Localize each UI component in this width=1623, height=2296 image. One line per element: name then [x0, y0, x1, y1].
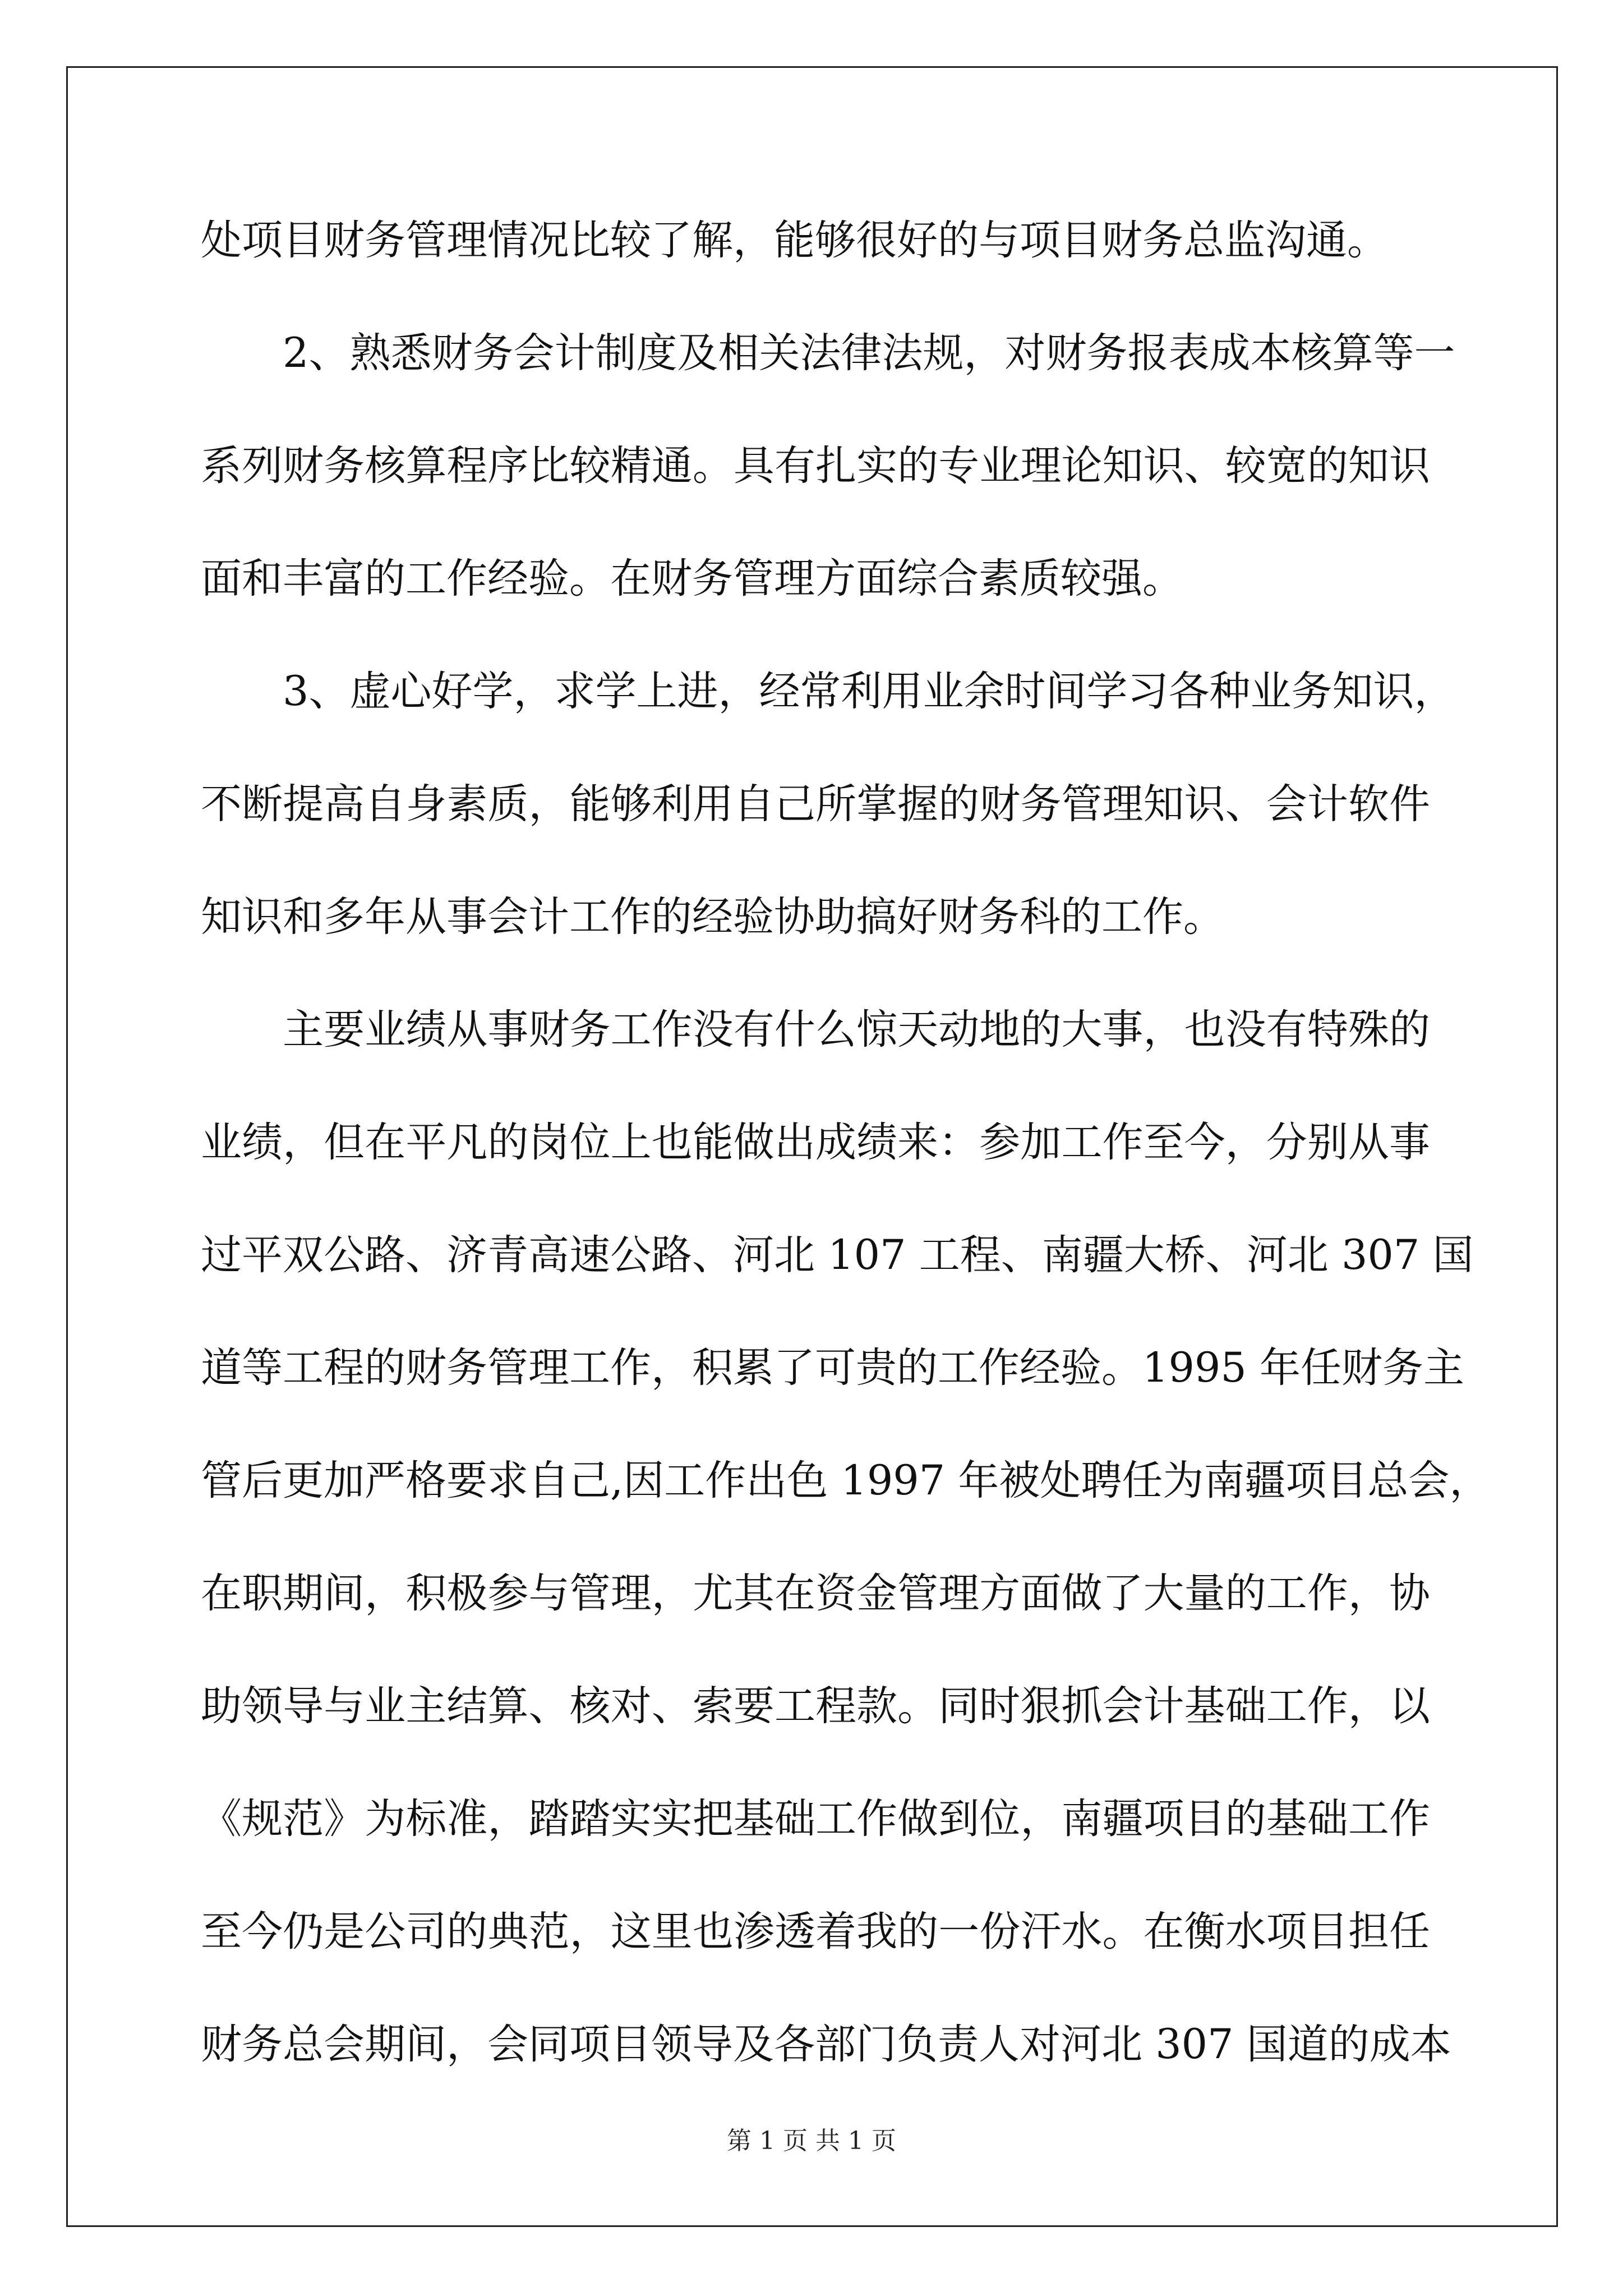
paragraph — [201, 660, 1455, 998]
text-line: 财务总会期间，会同项目领导及各部门负责人对河北 307 国道的成本 — [201, 2021, 1451, 2068]
text-line: 《规范》为标准，踏踏实实把基础工作做到位，南疆项目的基础工作 — [201, 1795, 1430, 1843]
page-number-footer: 第 1 页 共 1 页 — [727, 2127, 896, 2155]
text-line: 处项目财务管理情况比较了解，能够很好的与项目财务总监沟通。 — [201, 217, 1388, 264]
text-line: 过平双公路、济青高速公路、河北 107 工程、南疆大桥、河北 307 国 — [201, 1231, 1474, 1279]
text-line: 业绩，但在平凡的岗位上也能做出成绩来：参加工作至今，分别从事 — [201, 1119, 1430, 1166]
text-line: 至今仍是公司的典范，这里也渗透着我的一份汗水。在衡水项目担任 — [201, 1908, 1430, 1955]
text-line: 管后更加严格要求自己,因工作出色 1997 年被处聘任为南疆项目总会， — [201, 1457, 1491, 1504]
text-line: 3、虚心好学，求学上进，经常利用业余时间学习各种业务知识， — [283, 668, 1455, 715]
text-line: 系列财务核算程序比较精通。具有扎实的专业理论知识、较宽的知识 — [201, 442, 1430, 490]
text-line: 主要业绩从事财务工作没有什么惊天动地的大事，也没有特殊的 — [283, 1006, 1430, 1053]
text-line: 2、熟悉财务会计制度及相关法律法规，对财务报表成本核算等一 — [283, 329, 1455, 377]
text-line: 助领导与业主结算、核对、索要工程款。同时狠抓会计基础工作，以 — [201, 1682, 1430, 1730]
paragraph — [201, 321, 1455, 660]
text-line: 面和丰富的工作经验。在财务管理方面综合素质较强。 — [201, 555, 1183, 602]
paragraph — [201, 209, 1430, 321]
text-line: 在职期间，积极参与管理，尤其在资金管理方面做了大量的工作，协 — [201, 1570, 1430, 1617]
text-line: 道等工程的财务管理工作，积累了可贵的工作经验。1995 年任财务主 — [201, 1344, 1464, 1392]
paragraph — [201, 998, 1491, 2125]
text-line: 知识和多年从事会计工作的经验协助搞好财务科的工作。 — [201, 893, 1224, 941]
document-body — [201, 209, 1491, 2125]
text-line: 不断提高自身素质，能够利用自己所掌握的财务管理知识、会计软件 — [201, 780, 1430, 828]
